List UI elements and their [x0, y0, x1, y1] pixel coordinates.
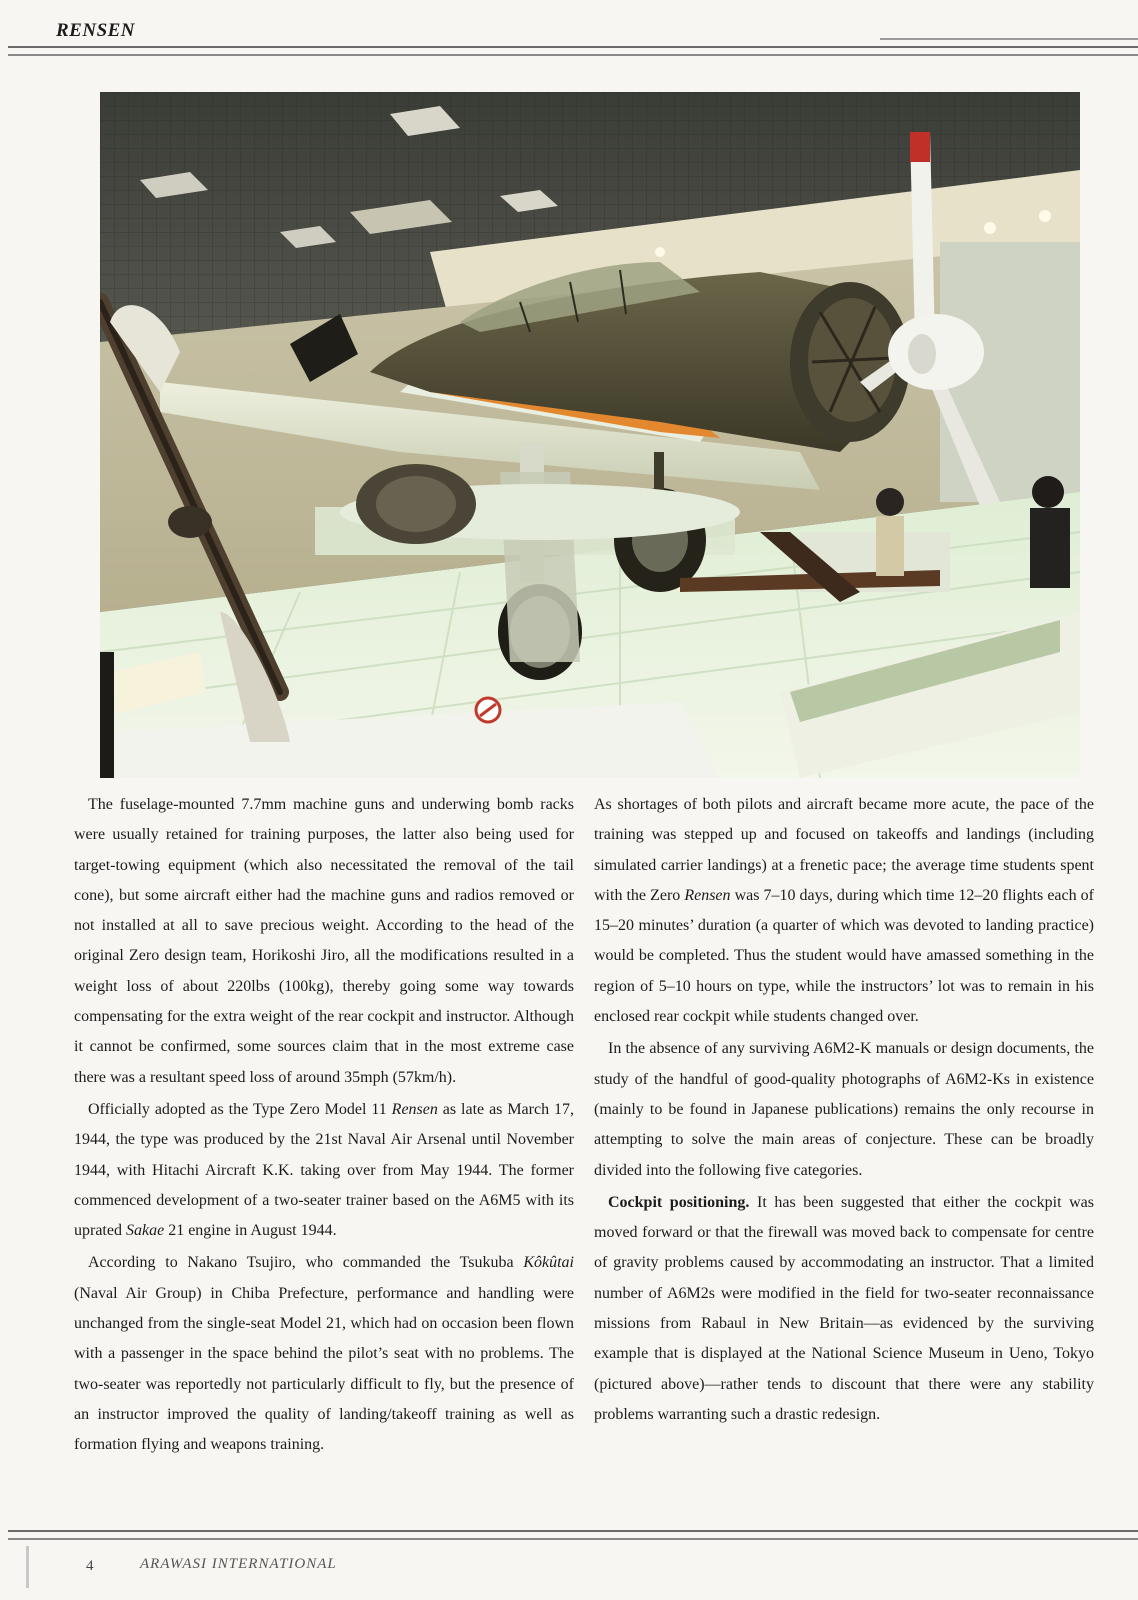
- right-paragraph-2: In the absence of any surviving A6M2-K manuals or design documents, the study of the handful of good-quality photographs of A6M2-Ks in existence (mainly to be found in Japanese publications) remains the only recourse in attempting to solve the main areas of conjecture. These can be broadly divided into the following five categories.: [594, 1040, 1094, 1179]
- left-paragraph-3: According to Nakano Tsujiro, who commanded the Tsukuba Kôkûtai (Naval Air Group) in Chiba Prefecture, performance and handling were unchanged from the single-seat Model 21, which had on occasion been flown with a passenger in the space behind the pilot’s seat with no problems. The two-seater was reportedly not particularly difficult to fly, but the presence of an instructor improved the quality of landing/takeoff training as well as formation flying and weapons training.: [74, 1254, 574, 1454]
- right-paragraph-3: Cockpit positioning. It has been suggested that either the cockpit was moved forward or that the firewall was moved back to compensate for centre of gravity problems caused by accommodating an instructor. That a limited number of A6M2s were modified in the field for two-seater reconnaissance missions from Rabaul in New Britain—as evidenced by the surviving example that is displayed at the National Science Museum in Ueno, Tokyo (pictured above)—rather tends to discount that there were any stability problems warranting such a drastic redesign.: [594, 1193, 1095, 1423]
- cockpit-positioning-heading: Cockpit positioning.: [608, 1193, 750, 1211]
- header-accent-rule: [880, 38, 1138, 40]
- right-text-column: [594, 790, 1094, 1432]
- gutter-mark: [26, 1546, 29, 1588]
- running-header: RENSEN: [56, 20, 136, 41]
- publication-name: ARAWASI INTERNATIONAL: [140, 1556, 337, 1572]
- left-paragraph-2: Officially adopted as the Type Zero Model 11 Rensen as late as March 17, 1944, the type was produced by the 21st Naval Air Arsenal until November 1944, with Hitachi Aircraft K.K. taking over from May 1944. The former commenced development of a two-seater trainer based on the A6M5 with its uprated Sakae 21 engine in August 1944.: [74, 1100, 574, 1240]
- left-text-column: [74, 790, 574, 1463]
- left-paragraph-1: The fuselage-mounted 7.7mm machine guns and underwing bomb racks were usually retained for training purposes, the latter also being used for target-towing equipment (which also necessitated the removal of the tail cone), but some aircraft either had the machine guns and radios removed or not installed at all to save precious weight. According to the head of the original Zero design team, Horikoshi Jiro, all the modifications resulted in a weight loss of about 220lbs (100kg), thereby going some way towards compensating for the extra weight of the rear cockpit and instructor. Although it cannot be confirmed, some sources claim that in the most extreme case there was a resultant speed loss of around 35mph (57km/h).: [74, 796, 574, 1086]
- footer-rule: [8, 1530, 1138, 1540]
- page-number: 4: [86, 1558, 94, 1574]
- right-paragraph-1: As shortages of both pilots and aircraft became more acute, the pace of the training was stepped up and focused on takeoffs and landings (including simulated carrier landings) at a frenetic pace; the average time students spent with the Zero Rensen was 7–10 days, during which time 12–20 flights each of 15–20 minutes’ duration (a quarter of which was devoted to landing practice) would be completed. Thus the student would have amassed something in the region of 5–10 hours on type, while the instructors’ lot was to remain in his enclosed rear cockpit while students changed over.: [594, 796, 1094, 1026]
- header-rule: [8, 46, 1138, 56]
- museum-aircraft-photo: [100, 92, 1080, 778]
- aircraft-photo-illustration: [100, 92, 1080, 778]
